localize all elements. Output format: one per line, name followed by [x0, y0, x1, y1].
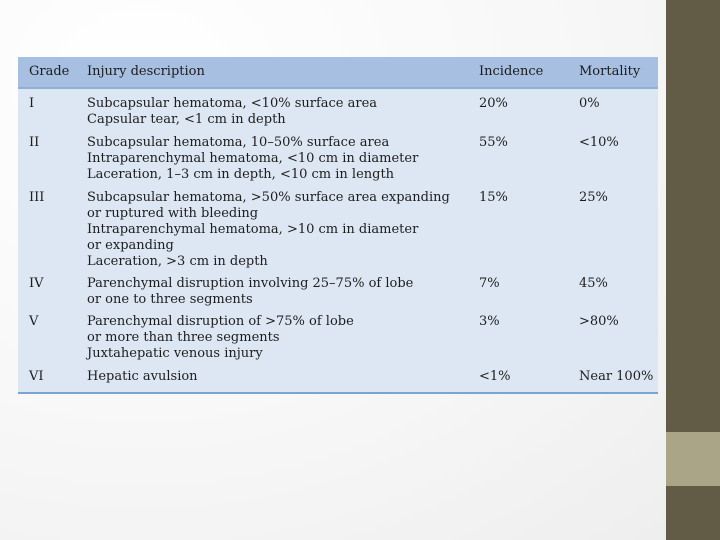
- incidence-cell: 3%: [479, 314, 500, 329]
- description-cell: [87, 369, 198, 385]
- description-cell: [87, 135, 418, 183]
- mortality-cell: <10%: [579, 135, 619, 150]
- description-line: Subcapsular hematoma, <10% surface area: [87, 96, 378, 111]
- sidebar-accent-middle: [666, 432, 720, 486]
- description-line: Intraparenchymal hematoma, <10 cm in diameter: [87, 151, 419, 166]
- grade-cell: V: [29, 314, 39, 329]
- header-injury-description: Injury description: [87, 64, 205, 79]
- sidebar-accent-bottom: [666, 486, 720, 540]
- grade-cell: VI: [29, 369, 44, 384]
- description-cell: [87, 190, 450, 270]
- incidence-cell: <1%: [479, 369, 511, 384]
- description-line: Subcapsular hematoma, 10–50% surface area: [87, 135, 390, 150]
- incidence-cell: 55%: [479, 135, 508, 150]
- header-incidence: Incidence: [479, 64, 544, 79]
- grade-cell: IV: [29, 276, 44, 291]
- header-grade: Grade: [29, 64, 70, 79]
- description-line: Hepatic avulsion: [87, 369, 198, 384]
- description-line: Capsular tear, <1 cm in depth: [87, 112, 286, 127]
- liver-injury-grade-table: [18, 57, 658, 394]
- mortality-cell: >80%: [579, 314, 619, 329]
- mortality-cell: Near 100%: [579, 369, 654, 384]
- description-line: Laceration, 1–3 cm in depth, <10 cm in length: [87, 167, 395, 182]
- description-cell: [87, 96, 377, 128]
- mortality-cell: 45%: [579, 276, 608, 291]
- table-header-row: [18, 57, 658, 87]
- mortality-cell: 0%: [579, 96, 600, 111]
- grade-cell: II: [29, 135, 40, 150]
- incidence-cell: 7%: [479, 276, 500, 291]
- description-line: or one to three segments: [87, 292, 253, 307]
- grade-cell: I: [29, 96, 35, 111]
- description-cell: [87, 314, 354, 362]
- mortality-cell: 25%: [579, 190, 608, 205]
- description-line: Intraparenchymal hematoma, >10 cm in diameter: [87, 222, 419, 237]
- header-divider: [18, 87, 658, 89]
- description-line: Parenchymal disruption of >75% of lobe: [87, 314, 354, 329]
- description-line: Laceration, >3 cm in depth: [87, 254, 268, 269]
- description-line: Juxtahepatic venous injury: [87, 346, 263, 361]
- description-line: or expanding: [87, 238, 174, 253]
- description-cell: [87, 276, 413, 308]
- grade-cell: III: [29, 190, 45, 205]
- incidence-cell: 15%: [479, 190, 508, 205]
- sidebar-accent-top: [666, 0, 720, 432]
- incidence-cell: 20%: [479, 96, 508, 111]
- description-line: Parenchymal disruption involving 25–75% of lobe: [87, 276, 414, 291]
- description-line: Subcapsular hematoma, >50% surface area expanding: [87, 190, 450, 205]
- header-mortality: Mortality: [579, 64, 641, 79]
- description-line: or ruptured with bleeding: [87, 206, 259, 221]
- description-line: or more than three segments: [87, 330, 280, 345]
